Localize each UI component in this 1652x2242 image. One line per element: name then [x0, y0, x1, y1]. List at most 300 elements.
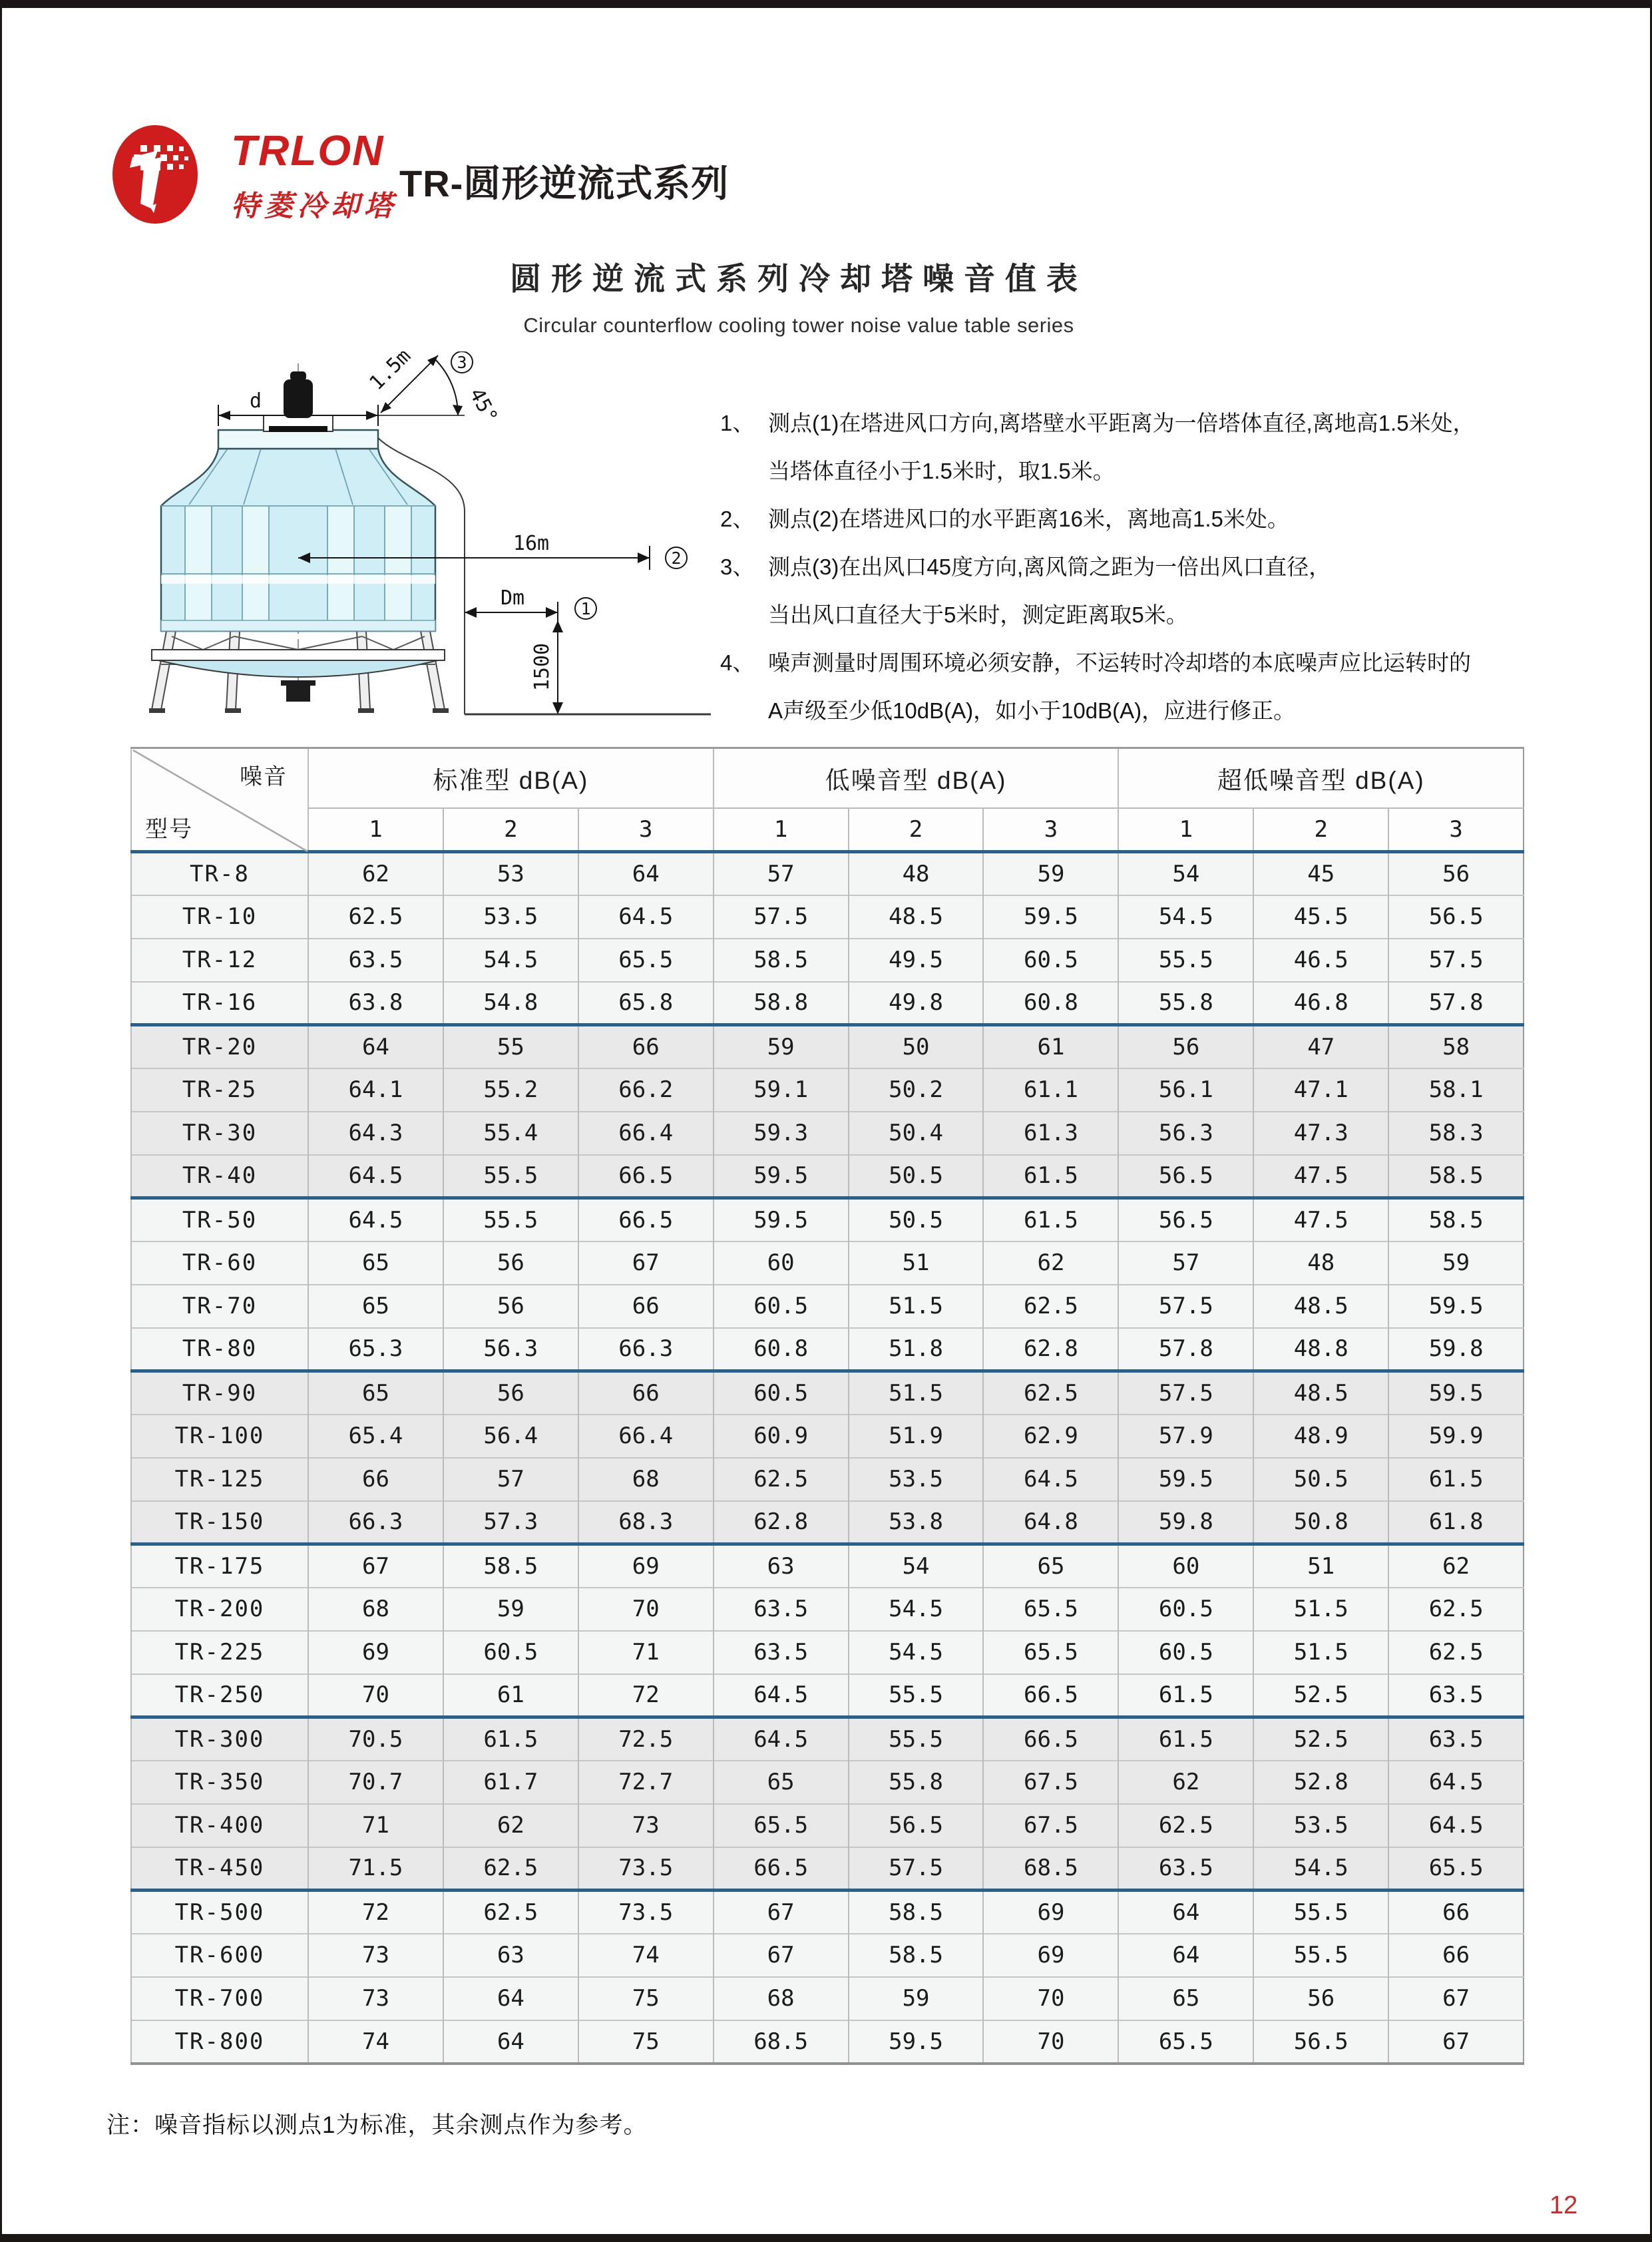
table-row [131, 1155, 1524, 1198]
noise-value-cell: 57 [714, 852, 849, 895]
noise-value-cell: 59.5 [1118, 1458, 1253, 1501]
noise-value-cell: 73 [578, 1804, 714, 1847]
noise-value-cell: 56.4 [443, 1415, 578, 1458]
col-group-low-noise: 低噪音型 dB(A) [714, 748, 1119, 808]
table-row [131, 1804, 1524, 1847]
noise-value-cell: 56.5 [1118, 1198, 1253, 1241]
noise-value-cell: 65 [983, 1544, 1118, 1588]
model-cell: TR-350 [131, 1761, 308, 1804]
measure-point-3-label: 3 [457, 353, 467, 372]
note-item [720, 495, 1572, 543]
noise-value-cell: 64 [308, 1025, 443, 1068]
noise-value-cell: 57.5 [849, 1847, 984, 1891]
arrowhead [218, 411, 230, 420]
noise-value-cell: 64.1 [308, 1068, 443, 1112]
noise-value-cell: 75 [578, 2020, 714, 2064]
noise-value-cell: 55.5 [443, 1198, 578, 1241]
table-row [131, 982, 1524, 1025]
noise-value-cell: 61 [443, 1674, 578, 1717]
noise-value-cell: 64.5 [714, 1674, 849, 1717]
noise-value-cell: 65.4 [308, 1415, 443, 1458]
table-corner-cell [131, 748, 308, 852]
arrowhead [552, 702, 563, 714]
fan-motor [284, 379, 313, 418]
noise-value-cell: 70 [983, 1977, 1118, 2020]
noise-value-cell: 58.5 [849, 1891, 984, 1934]
arrowhead [465, 607, 477, 618]
noise-value-cell: 67 [308, 1544, 443, 1588]
noise-value-cell: 58.5 [1388, 1198, 1524, 1241]
noise-value-cell: 66 [578, 1371, 714, 1415]
model-cell: TR-10 [131, 895, 308, 939]
noise-value-cell: 74 [308, 2020, 443, 2064]
noise-value-cell: 72 [578, 1674, 714, 1717]
noise-value-cell: 54.5 [1253, 1847, 1388, 1891]
noise-value-cell: 48 [849, 852, 984, 895]
noise-value-cell: 69 [578, 1544, 714, 1588]
noise-value-cell: 54.5 [1118, 895, 1253, 939]
noise-value-cell: 56.5 [1253, 2020, 1388, 2064]
dim-45deg-label: 45° [464, 384, 503, 427]
noise-value-cell: 67 [578, 1241, 714, 1285]
motor-base [269, 426, 327, 432]
model-cell: TR-150 [131, 1501, 308, 1544]
noise-value-cell: 64 [443, 1977, 578, 2020]
noise-value-cell: 66.2 [578, 1068, 714, 1112]
trlon-logo-icon [110, 120, 216, 230]
subcol-header: 2 [849, 808, 984, 852]
noise-value-cell: 53.5 [443, 895, 578, 939]
noise-value-cell: 48.5 [1253, 1371, 1388, 1415]
noise-value-cell: 65.5 [714, 1804, 849, 1847]
noise-value-cell: 56.5 [1388, 895, 1524, 939]
subcol-header: 2 [1253, 808, 1388, 852]
noise-value-cell: 66 [1388, 1934, 1524, 1977]
noise-value-cell: 65 [308, 1241, 443, 1285]
arrowhead [453, 405, 463, 415]
noise-value-cell: 65 [308, 1285, 443, 1328]
noise-value-cell: 52.5 [1253, 1717, 1388, 1761]
noise-value-cell: 59.1 [714, 1068, 849, 1112]
noise-value-cell: 61.5 [983, 1198, 1118, 1241]
noise-value-cell: 57 [1118, 1241, 1253, 1285]
note-item [720, 639, 1572, 735]
noise-value-cell: 64 [1118, 1934, 1253, 1977]
noise-value-cell: 64 [443, 2020, 578, 2064]
note-text: 测点(3)在出风口45度方向,离风筒之距为一倍出风口直径， 当出风口直径大于5米时，测定距离取5米。 [768, 554, 1331, 627]
noise-value-cell: 58.5 [714, 939, 849, 982]
noise-value-cell: 52.5 [1253, 1674, 1388, 1717]
noise-value-cell: 56 [1118, 1025, 1253, 1068]
noise-value-cell: 59 [983, 852, 1118, 895]
noise-value-cell: 66 [578, 1285, 714, 1328]
model-cell: TR-70 [131, 1285, 308, 1328]
note-text: 测点(2)在塔进风口的水平距离16米，离地高1.5米处。 [768, 506, 1289, 531]
noise-value-cell: 59 [1388, 1241, 1524, 1285]
table-row [131, 1025, 1524, 1068]
noise-value-cell: 55.8 [1118, 982, 1253, 1025]
noise-value-cell: 65.3 [308, 1328, 443, 1371]
noise-value-cell: 58.3 [1388, 1112, 1524, 1155]
page-title: 圆形逆流式系列冷却塔噪音值表 [510, 261, 1088, 296]
noise-value-cell: 65.5 [1118, 2020, 1253, 2064]
bottom-border-bar [0, 2234, 1652, 2242]
noise-value-cell: 48.8 [1253, 1328, 1388, 1371]
noise-value-cell: 56 [1253, 1977, 1388, 2020]
noise-value-cell: 54.8 [443, 982, 578, 1025]
model-cell: TR-500 [131, 1891, 308, 1934]
noise-value-cell: 47 [1253, 1025, 1388, 1068]
noise-value-cell: 69 [983, 1934, 1118, 1977]
model-cell: TR-300 [131, 1717, 308, 1761]
noise-value-cell: 68.5 [714, 2020, 849, 2064]
noise-value-cell: 59.3 [714, 1112, 849, 1155]
noise-value-cell: 73.5 [578, 1847, 714, 1891]
table-row [131, 1068, 1524, 1112]
noise-value-cell: 45.5 [1253, 895, 1388, 939]
noise-value-cell: 62 [1118, 1761, 1253, 1804]
noise-value-cell: 63.5 [1388, 1717, 1524, 1761]
noise-value-cell: 66.5 [578, 1198, 714, 1241]
subcol-header: 1 [714, 808, 849, 852]
noise-value-cell: 55.5 [1253, 1934, 1388, 1977]
noise-value-cell: 54 [1118, 852, 1253, 895]
note-text: 噪声测量时周围环境必须安静，不运转时冷却塔的本底噪声应比运转时的 A声级至少低10dB(A)，如小于10dB(A)，应进行修正。 [768, 650, 1471, 723]
brand-name: TRLON [231, 126, 385, 174]
noise-value-cell: 58.5 [443, 1544, 578, 1588]
noise-value-cell: 66.3 [578, 1328, 714, 1371]
noise-value-cell: 56 [443, 1241, 578, 1285]
noise-value-cell: 71 [578, 1631, 714, 1674]
noise-value-cell: 73.5 [578, 1891, 714, 1934]
noise-value-cell: 61.5 [1118, 1674, 1253, 1717]
noise-value-cell: 54.5 [849, 1631, 984, 1674]
subcol-header: 3 [1388, 808, 1524, 852]
noise-value-cell: 70 [983, 2020, 1118, 2064]
noise-value-cell: 59.5 [983, 895, 1118, 939]
note-number: 4、 [720, 650, 755, 675]
noise-value-cell: 61.1 [983, 1068, 1118, 1112]
noise-value-cell: 61.8 [1388, 1501, 1524, 1544]
measurement-notes [720, 399, 1572, 735]
note-number: 2、 [720, 506, 755, 531]
noise-value-cell: 69 [308, 1631, 443, 1674]
noise-value-cell: 62.5 [1388, 1588, 1524, 1631]
noise-value-cell: 61.5 [1388, 1458, 1524, 1501]
subcol-header: 3 [983, 808, 1118, 852]
table-row [131, 1415, 1524, 1458]
model-cell: TR-25 [131, 1068, 308, 1112]
noise-value-cell: 55.5 [443, 1155, 578, 1198]
corner-label-model: 型号 [145, 817, 193, 842]
noise-value-cell: 62.8 [714, 1501, 849, 1544]
note-number: 1、 [720, 411, 755, 435]
noise-value-cell: 60.5 [714, 1285, 849, 1328]
noise-value-cell: 57.5 [1388, 939, 1524, 982]
noise-value-cell: 64.8 [983, 1501, 1118, 1544]
table-row [131, 1112, 1524, 1155]
noise-value-cell: 47.5 [1253, 1155, 1388, 1198]
noise-value-cell: 64.5 [1388, 1804, 1524, 1847]
noise-value-cell: 60.8 [983, 982, 1118, 1025]
noise-value-cell: 63.5 [1388, 1674, 1524, 1717]
noise-value-cell: 56 [1388, 852, 1524, 895]
noise-value-cell: 62 [308, 852, 443, 895]
noise-value-cell: 56.5 [1118, 1155, 1253, 1198]
noise-value-cell: 59.5 [1388, 1285, 1524, 1328]
model-cell: TR-700 [131, 1977, 308, 2020]
model-cell: TR-225 [131, 1631, 308, 1674]
noise-value-cell: 65 [714, 1761, 849, 1804]
noise-value-cell: 57.8 [1118, 1328, 1253, 1371]
noise-value-cell: 50.2 [849, 1068, 984, 1112]
noise-value-cell: 66.4 [578, 1112, 714, 1155]
noise-value-cell: 72.7 [578, 1761, 714, 1804]
noise-value-cell: 66.5 [714, 1847, 849, 1891]
noise-value-cell: 58.5 [1388, 1155, 1524, 1198]
noise-value-cell: 55.5 [849, 1717, 984, 1761]
noise-value-cell: 60.5 [1118, 1631, 1253, 1674]
noise-value-cell: 56.3 [443, 1328, 578, 1371]
noise-value-cell: 62.5 [1388, 1631, 1524, 1674]
table-row [131, 1588, 1524, 1631]
noise-value-cell: 73 [308, 1977, 443, 2020]
noise-value-cell: 51.5 [849, 1371, 984, 1415]
noise-value-cell: 51 [849, 1241, 984, 1285]
model-cell: TR-125 [131, 1458, 308, 1501]
table-row [131, 852, 1524, 895]
noise-value-cell: 60.8 [714, 1328, 849, 1371]
model-cell: TR-60 [131, 1241, 308, 1285]
noise-value-cell: 54.5 [849, 1588, 984, 1631]
noise-value-cell: 49.8 [849, 982, 984, 1025]
noise-value-cell: 59.5 [714, 1155, 849, 1198]
noise-value-cell: 64 [578, 852, 714, 895]
model-cell: TR-90 [131, 1371, 308, 1415]
table-row [131, 1891, 1524, 1934]
page-number: 12 [1549, 2191, 1578, 2219]
arrowhead [638, 553, 650, 563]
noise-value-cell: 60.5 [983, 939, 1118, 982]
leg-feet [149, 708, 449, 713]
noise-value-cell: 64.5 [308, 1198, 443, 1241]
noise-value-cell: 67.5 [983, 1761, 1118, 1804]
noise-value-cell: 63 [714, 1544, 849, 1588]
footer-note: 注：噪音指标以测点1为标准，其余测点作为参考。 [106, 2112, 648, 2138]
noise-value-cell: 65.5 [1388, 1847, 1524, 1891]
noise-value-cell: 48.9 [1253, 1415, 1388, 1458]
subcol-header: 3 [578, 808, 714, 852]
top-border-bar [0, 0, 1652, 8]
model-cell: TR-40 [131, 1155, 308, 1198]
noise-value-cell: 61 [983, 1025, 1118, 1068]
table-row [131, 1328, 1524, 1371]
note-item [720, 543, 1572, 639]
noise-value-cell: 65.5 [983, 1588, 1118, 1631]
note-number: 3、 [720, 554, 755, 579]
noise-value-cell: 72 [308, 1891, 443, 1934]
noise-value-cell: 47.5 [1253, 1198, 1388, 1241]
arrowhead [552, 620, 563, 632]
noise-value-cell: 57.9 [1118, 1415, 1253, 1458]
col-group-ultra-low-noise: 超低噪音型 dB(A) [1118, 748, 1524, 808]
noise-value-cell: 51.8 [849, 1328, 984, 1371]
brand-block [110, 120, 397, 230]
noise-value-cell: 73 [308, 1934, 443, 1977]
arrowhead [366, 411, 378, 420]
noise-value-cell: 64 [1118, 1891, 1253, 1934]
noise-value-cell: 50.5 [849, 1155, 984, 1198]
tower-louver-band [161, 620, 435, 631]
noise-value-cell: 62 [1388, 1544, 1524, 1588]
model-cell: TR-175 [131, 1544, 308, 1588]
noise-value-cell: 54 [849, 1544, 984, 1588]
noise-value-cell: 57.5 [1118, 1285, 1253, 1328]
arrowhead [546, 607, 558, 618]
noise-value-cell: 63.5 [714, 1588, 849, 1631]
noise-value-cell: 59.5 [1388, 1371, 1524, 1415]
model-cell: TR-12 [131, 939, 308, 982]
table-row [131, 1241, 1524, 1285]
subcol-header: 1 [308, 808, 443, 852]
noise-value-cell: 55.4 [443, 1112, 578, 1155]
noise-value-cell: 62.5 [443, 1891, 578, 1934]
model-cell: TR-20 [131, 1025, 308, 1068]
noise-value-cell: 65 [1118, 1977, 1253, 2020]
model-cell: TR-200 [131, 1588, 308, 1631]
noise-value-cell: 66.5 [578, 1155, 714, 1198]
table-row [131, 1847, 1524, 1891]
noise-value-cell: 64.5 [308, 1155, 443, 1198]
subcol-header: 2 [443, 808, 578, 852]
noise-value-cell: 68.5 [983, 1847, 1118, 1891]
table-row [131, 1934, 1524, 1977]
noise-value-cell: 70 [308, 1674, 443, 1717]
noise-value-cell: 67 [714, 1891, 849, 1934]
outlet-pipe [286, 684, 310, 702]
noise-value-cell: 57 [443, 1458, 578, 1501]
noise-value-cell: 62.5 [983, 1285, 1118, 1328]
noise-value-cell: 62.5 [983, 1371, 1118, 1415]
series-title: TR-圆形逆流式系列 [399, 162, 729, 204]
noise-value-cell: 46.5 [1253, 939, 1388, 982]
model-cell: TR-50 [131, 1198, 308, 1241]
noise-value-cell: 68.3 [578, 1501, 714, 1544]
noise-value-cell: 64.5 [578, 895, 714, 939]
table-row [131, 1285, 1524, 1328]
table-row [131, 1631, 1524, 1674]
noise-value-cell: 62.8 [983, 1328, 1118, 1371]
col-group-standard: 标准型 dB(A) [308, 748, 714, 808]
model-cell: TR-600 [131, 1934, 308, 1977]
model-cell: TR-250 [131, 1674, 308, 1717]
noise-value-cell: 68 [578, 1458, 714, 1501]
noise-value-cell: 59.5 [849, 2020, 984, 2064]
noise-value-cell: 62.5 [308, 895, 443, 939]
noise-value-cell: 62.5 [1118, 1804, 1253, 1847]
noise-value-cell: 58 [1388, 1025, 1524, 1068]
note-item [720, 399, 1572, 495]
noise-value-cell: 66.4 [578, 1415, 714, 1458]
noise-value-cell: 52.8 [1253, 1761, 1388, 1804]
noise-value-cell: 61.5 [1118, 1717, 1253, 1761]
noise-value-cell: 48.5 [1253, 1285, 1388, 1328]
noise-value-cell: 70.5 [308, 1717, 443, 1761]
noise-value-cell: 64.3 [308, 1112, 443, 1155]
measure-point-1-label: 1 [580, 599, 591, 618]
noise-value-cell: 67 [1388, 1977, 1524, 2020]
model-cell: TR-8 [131, 852, 308, 895]
noise-value-cell: 58.8 [714, 982, 849, 1025]
noise-value-cell: 65.8 [578, 982, 714, 1025]
noise-value-cell: 62.5 [443, 1847, 578, 1891]
model-cell: TR-400 [131, 1804, 308, 1847]
noise-value-cell: 45 [1253, 852, 1388, 895]
noise-value-cell: 63.5 [714, 1631, 849, 1674]
noise-value-cell: 54.5 [443, 939, 578, 982]
noise-value-cell: 59 [714, 1025, 849, 1068]
noise-value-cell: 72.5 [578, 1717, 714, 1761]
table-row [131, 1371, 1524, 1415]
noise-value-cell: 65.5 [983, 1631, 1118, 1674]
noise-value-cell: 57.3 [443, 1501, 578, 1544]
noise-value-cell: 55.2 [443, 1068, 578, 1112]
model-cell: TR-800 [131, 2020, 308, 2064]
noise-value-cell: 60.5 [443, 1631, 578, 1674]
noise-value-cell: 50 [849, 1025, 984, 1068]
noise-value-cell: 60 [714, 1241, 849, 1285]
corner-label-noise: 噪音 [240, 764, 288, 789]
noise-value-cell: 66 [1388, 1891, 1524, 1934]
noise-value-cell: 63 [443, 1934, 578, 1977]
noise-value-cell: 64.5 [714, 1717, 849, 1761]
noise-value-cell: 69 [983, 1891, 1118, 1934]
noise-value-cell: 74 [578, 1934, 714, 1977]
noise-value-cell: 53.5 [849, 1458, 984, 1501]
noise-value-cell: 66.5 [983, 1674, 1118, 1717]
noise-value-cell: 67 [1388, 2020, 1524, 2064]
noise-value-cell: 57.8 [1388, 982, 1524, 1025]
noise-value-cell: 62.9 [983, 1415, 1118, 1458]
model-cell: TR-30 [131, 1112, 308, 1155]
noise-value-cell: 55.5 [1118, 939, 1253, 982]
motor-cap [290, 371, 306, 381]
table-row [131, 939, 1524, 982]
cooling-tower-diagram [92, 351, 718, 731]
noise-value-cell: 71.5 [308, 1847, 443, 1891]
noise-value-cell: 64.5 [983, 1458, 1118, 1501]
noise-value-cell: 65 [308, 1371, 443, 1415]
model-cell: TR-80 [131, 1328, 308, 1371]
noise-value-cell: 53.8 [849, 1501, 984, 1544]
subcol-header: 1 [1118, 808, 1253, 852]
noise-value-cell: 59 [443, 1588, 578, 1631]
noise-value-cell: 60 [1118, 1544, 1253, 1588]
noise-value-cell: 71 [308, 1804, 443, 1847]
noise-value-cell: 55 [443, 1025, 578, 1068]
model-cell: TR-100 [131, 1415, 308, 1458]
basin-cone [158, 660, 438, 677]
noise-value-cell: 51.5 [849, 1285, 984, 1328]
noise-value-cell: 67 [714, 1934, 849, 1977]
noise-value-cell: 70 [578, 1588, 714, 1631]
table-row [131, 2020, 1524, 2064]
noise-value-cell: 63.5 [308, 939, 443, 982]
noise-value-cell: 66.5 [983, 1717, 1118, 1761]
noise-value-cell: 60.5 [714, 1371, 849, 1415]
noise-value-cell: 66 [308, 1458, 443, 1501]
noise-value-cell: 48.5 [849, 895, 984, 939]
